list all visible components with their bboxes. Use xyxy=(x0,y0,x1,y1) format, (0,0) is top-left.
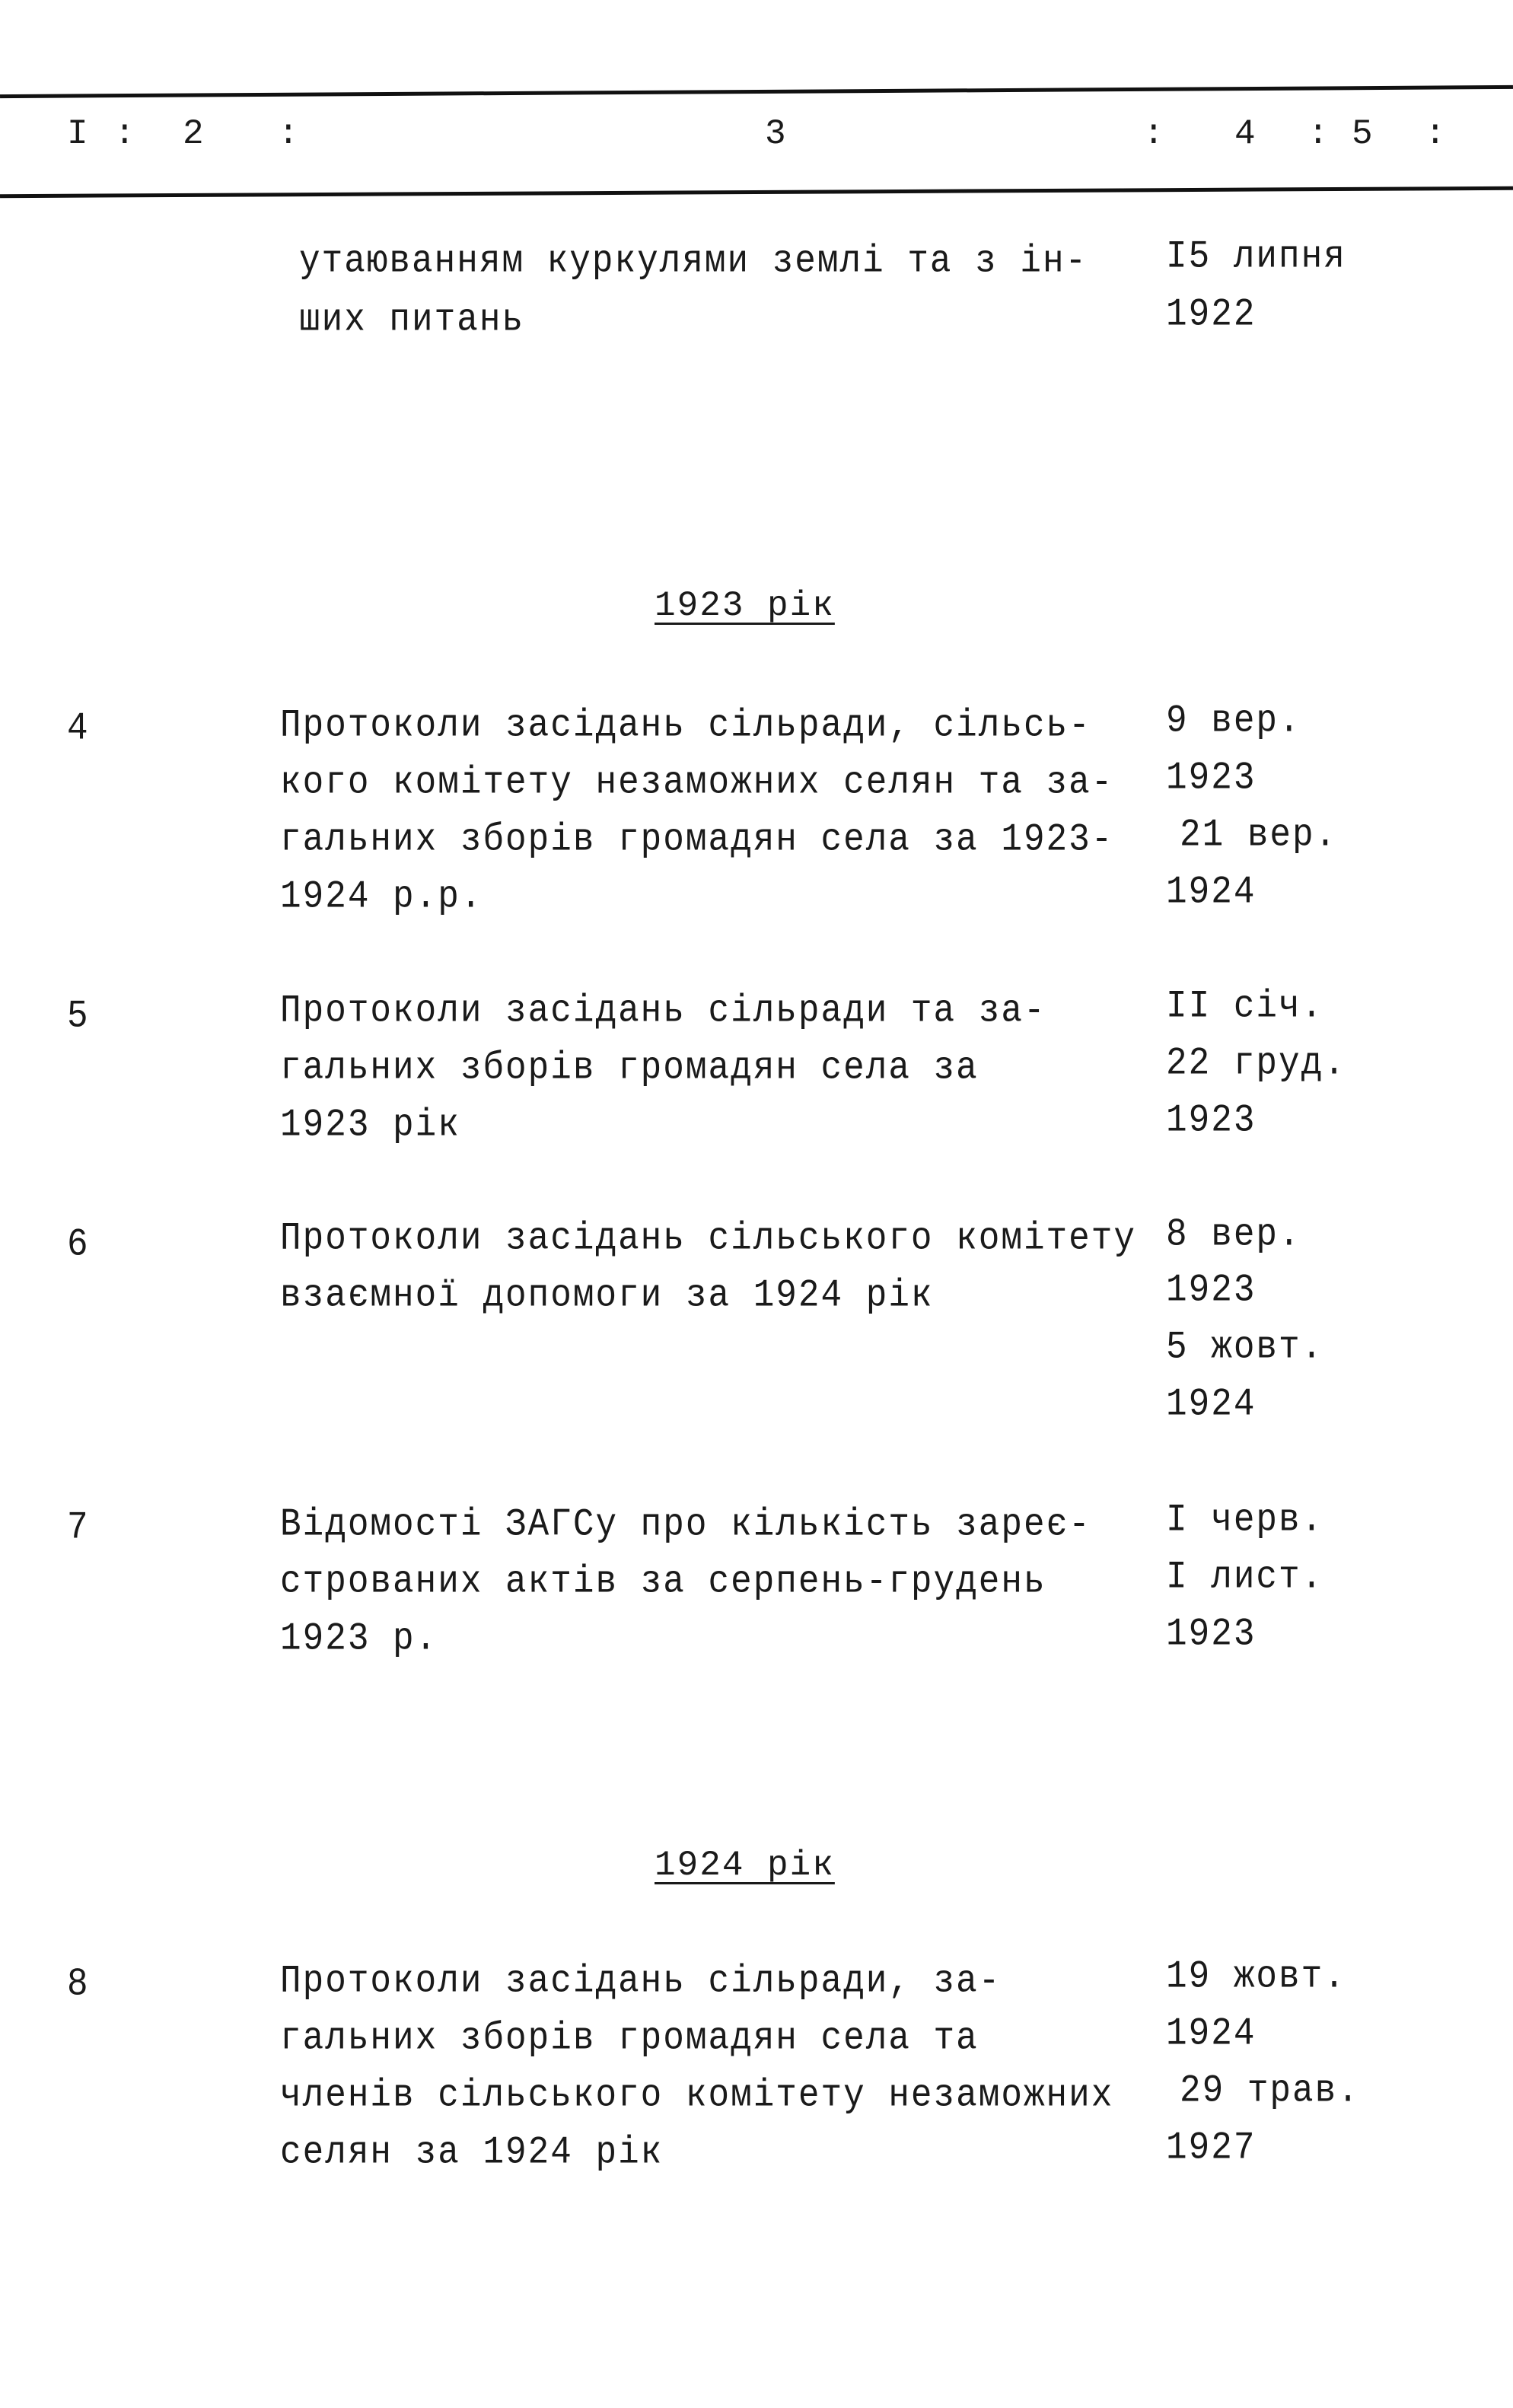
entry-text-line: ших питань xyxy=(299,298,525,342)
entry-number: 8 xyxy=(67,1962,90,2006)
entry-text-line: Відомості ЗАГСу про кількість зареє- xyxy=(280,1502,1091,1546)
entry-text-line: Протоколи засідань сільського комітету xyxy=(280,1216,1136,1260)
entry-text-line: гальних зборів громадян села та xyxy=(280,2016,979,2060)
entry-date: 1923 xyxy=(1166,1268,1257,1312)
entry-text-line: Протоколи засідань сільради, за- xyxy=(280,1959,1002,2003)
entry-number: 4 xyxy=(67,706,90,750)
header-top-rule xyxy=(0,85,1513,98)
entry-date: II січ. xyxy=(1166,984,1324,1028)
entry-date: 9 вер. xyxy=(1166,699,1301,743)
entry-date: 1924 xyxy=(1166,870,1257,914)
entry-text-line: 1923 рік xyxy=(280,1103,460,1147)
column-separator: : xyxy=(114,114,135,154)
column-separator: : xyxy=(1425,114,1446,154)
entry-text-line: гальних зборів громадян села за 1923- xyxy=(280,817,1114,862)
column-5-label: 5 xyxy=(1352,114,1373,154)
entry-text-line: строваних актів за серпень-грудень xyxy=(280,1559,1046,1604)
header-bottom-rule xyxy=(0,186,1513,198)
entry-text-line: 1923 р. xyxy=(280,1616,438,1661)
entry-date: 29 трав. xyxy=(1180,2069,1360,2113)
entry-text-line: утаюванням куркулями землі та з ін- xyxy=(299,239,1088,283)
entry-text-line: кого комітету незаможних селян та за- xyxy=(280,760,1114,804)
entry-date: 1922 xyxy=(1166,292,1257,336)
section-heading-1924: 1924 рік xyxy=(655,1846,835,1885)
entry-text-line: Протоколи засідань сільради, сільсь- xyxy=(280,703,1091,747)
entry-date: 1924 xyxy=(1166,2011,1257,2056)
entry-date: 1924 xyxy=(1166,1382,1257,1426)
entry-text-line: 1924 р.р. xyxy=(280,874,483,919)
entry-date: I черв. xyxy=(1166,1498,1324,1542)
entry-date: 1923 xyxy=(1166,1098,1257,1142)
entry-text-line: Протоколи засідань сільради та за- xyxy=(280,989,1046,1033)
entry-date: 1923 xyxy=(1166,1612,1257,1656)
column-separator: : xyxy=(278,114,299,154)
column-4-label: 4 xyxy=(1234,114,1256,154)
entry-text-line: взаємної допомоги за 1924 рік xyxy=(280,1273,934,1317)
entry-date: 21 вер. xyxy=(1180,813,1338,857)
entry-text-line: гальних зборів громадян села за xyxy=(280,1046,979,1090)
section-heading-1923: 1923 рік xyxy=(655,586,835,626)
column-separator: : xyxy=(1143,114,1164,154)
entry-number: 6 xyxy=(67,1222,90,1266)
entry-date: 19 жовт. xyxy=(1166,1954,1346,1999)
column-3-label: 3 xyxy=(765,114,786,154)
entry-date: I лист. xyxy=(1166,1555,1324,1599)
entry-date: 1927 xyxy=(1166,2126,1257,2170)
entry-text-line: селян за 1924 рік xyxy=(280,2130,664,2174)
entry-date: 22 груд. xyxy=(1166,1041,1346,1085)
entry-date: I5 липня xyxy=(1166,234,1346,279)
entry-date: 8 вер. xyxy=(1166,1212,1301,1257)
entry-number: 7 xyxy=(67,1505,90,1550)
entry-number: 5 xyxy=(67,994,90,1038)
entry-text-line: членів сільського комітету незаможних xyxy=(280,2073,1114,2117)
column-2-label: 2 xyxy=(183,114,204,154)
column-1-label: I xyxy=(67,114,88,154)
column-separator: : xyxy=(1308,114,1329,154)
entry-date: 1923 xyxy=(1166,756,1257,800)
entry-date: 5 жовт. xyxy=(1166,1325,1324,1369)
